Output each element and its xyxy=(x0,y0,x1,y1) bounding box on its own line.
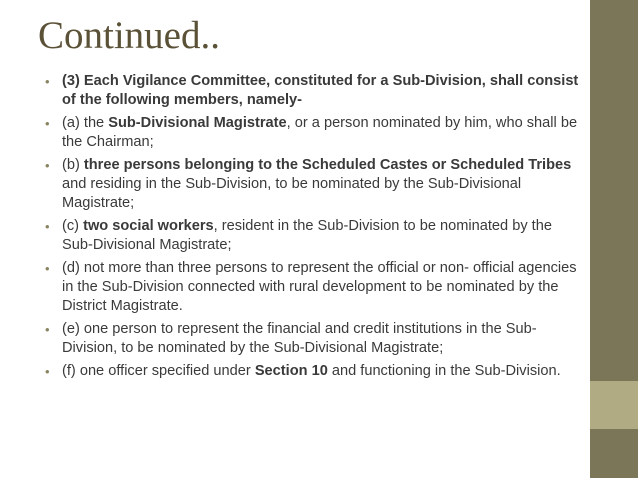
bullet-text-bold: three persons belonging to the Scheduled Castes or Scheduled Tribes xyxy=(83,156,572,173)
bullet-text: (c) xyxy=(62,217,84,234)
bullet-text: (d) not more than three persons to represent the official or non- official agencies in the Sub-Division connected with rural development to be nominated by the District Magistrate. xyxy=(62,259,577,315)
bullet-text: , or a person nominated by him, who shall be the Chairman; xyxy=(62,114,578,151)
bullet-text: (f) one officer specified under xyxy=(62,362,255,379)
bullet-item xyxy=(44,156,584,214)
bullet-item xyxy=(44,114,584,153)
slide-title: Continued.. xyxy=(38,14,220,57)
bullet-marker: • xyxy=(45,157,50,173)
bullet-marker: • xyxy=(45,260,50,276)
bullet-marker: • xyxy=(45,218,50,234)
bullet-text-bold: two social workers xyxy=(83,217,214,234)
bullet-text-bold: Sub-Divisional Magistrate xyxy=(108,114,287,131)
bullet-item xyxy=(44,320,584,359)
bullet-text-bold: Section 10 xyxy=(254,362,328,379)
bullet-text: and residing in the Sub-Division, to be nominated by the Sub-Divisional Magistrate; xyxy=(62,176,522,212)
bullet-marker: • xyxy=(45,363,50,379)
bullet-item xyxy=(44,362,584,381)
bullet-marker: • xyxy=(45,74,50,89)
bullet-item xyxy=(44,72,584,111)
bullet-text: and functioning in the Sub-Division. xyxy=(327,362,561,379)
decorative-side-accent xyxy=(590,381,638,429)
bullet-text: , resident in the Sub-Division to be nominated by the Sub-Divisional Magistrate; xyxy=(62,217,552,254)
bullet-item xyxy=(44,217,584,256)
bullet-marker: • xyxy=(45,115,50,131)
bullet-text: (b) xyxy=(62,156,84,173)
bullet-item xyxy=(44,259,584,317)
bullet-list xyxy=(44,72,584,384)
bullet-text: (e) one person to represent the financial and credit institutions in the Sub-Division, to be nominated by the Sub-Divisional Magistrate; xyxy=(62,320,537,357)
bullet-text: (a) the xyxy=(62,114,109,131)
bullet-text-bold: (3) Each Vigilance Committee, constituted for a Sub-Division, shall consist of the following members, namely- xyxy=(62,73,579,109)
bullet-marker: • xyxy=(45,321,50,337)
